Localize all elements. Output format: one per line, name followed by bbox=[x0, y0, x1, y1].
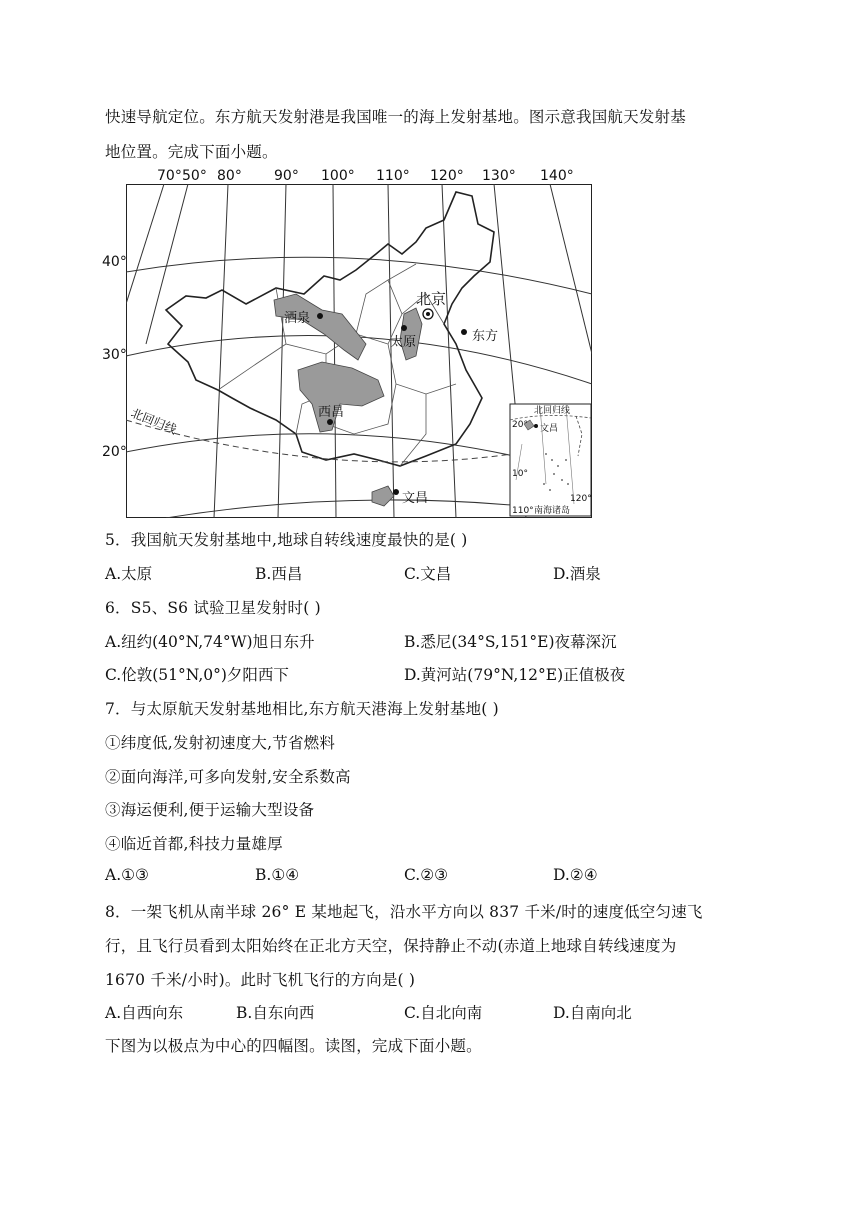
china-launch-sites-map bbox=[126, 184, 592, 518]
q5-option-c[interactable]: C.文昌 bbox=[404, 565, 452, 583]
lon-label-120: 120° bbox=[430, 168, 464, 184]
q6-option-a[interactable]: A.纽约(40°N,74°W)旭日东升 bbox=[105, 633, 315, 651]
lat-label-20: 20° bbox=[102, 444, 127, 460]
q7-option-c[interactable]: C.②③ bbox=[404, 866, 449, 884]
lon-label-100: 100° bbox=[321, 168, 355, 184]
q5-option-d[interactable]: D.酒泉 bbox=[553, 565, 601, 583]
lon-label-140: 140° bbox=[540, 168, 574, 184]
q8-option-b[interactable]: B.自东向西 bbox=[236, 1004, 315, 1022]
beijing-label: 北京 bbox=[416, 290, 447, 308]
lat-label-30: 30° bbox=[102, 347, 127, 363]
intro-line-2: 地位置。完成下面小题。 bbox=[105, 143, 278, 161]
inset-caption: 南海诸岛 bbox=[534, 506, 571, 516]
inset-lat10-label: 10° bbox=[512, 469, 528, 479]
q8-option-c[interactable]: C.自北向南 bbox=[404, 1004, 483, 1022]
q6-option-d[interactable]: D.黄河站(79°N,12°E)正值极夜 bbox=[404, 666, 626, 684]
q8-option-d[interactable]: D.自南向北 bbox=[553, 1004, 632, 1022]
q7-statement-4: ④临近首都,科技力量雄厚 bbox=[105, 835, 283, 853]
jiuquan-label: 酒泉 bbox=[284, 311, 311, 326]
question-8-stem-line-3: 1670 千米/小时)。此时飞机飞行的方向是( ) bbox=[105, 971, 416, 989]
wenchang-label: 文昌 bbox=[402, 491, 429, 506]
inset-wenchang-label: 文昌 bbox=[540, 424, 559, 434]
q8-option-a[interactable]: A.自西向东 bbox=[105, 1004, 184, 1022]
lat-label-40: 40° bbox=[102, 254, 127, 270]
q6-option-c[interactable]: C.伦敦(51°N,0°)夕阳西下 bbox=[105, 666, 289, 684]
lon-label-90: 90° bbox=[274, 168, 299, 184]
question-6-stem: 6．S5、S6 试验卫星发射时( ) bbox=[105, 599, 321, 617]
inset-lon110-label: 110° bbox=[512, 506, 534, 516]
question-5-stem: 5．我国航天发射基地中,地球自转线速度最快的是( ) bbox=[105, 531, 468, 549]
dongfang-label: 东方 bbox=[472, 329, 499, 344]
lon-label-110: 110° bbox=[376, 168, 410, 184]
lon-label-50: 50° bbox=[182, 168, 207, 184]
q7-statement-3: ③海运便利,便于运输大型设备 bbox=[105, 801, 315, 819]
q7-statement-1: ①纬度低,发射初速度大,节省燃料 bbox=[105, 734, 336, 752]
q7-option-b[interactable]: B.①④ bbox=[255, 866, 300, 884]
q6-option-b[interactable]: B.悉尼(34°S,151°E)夜幕深沉 bbox=[404, 633, 617, 651]
tropic-label: 北回归线 bbox=[128, 405, 179, 437]
lon-label-80: 80° bbox=[217, 168, 242, 184]
south-china-sea-inset bbox=[510, 404, 592, 516]
q5-option-a[interactable]: A.太原 bbox=[105, 565, 153, 583]
inset-tropic-label: 北回归线 bbox=[534, 406, 571, 416]
question-7-stem: 7．与太原航天发射基地相比,东方航天港海上发射基地( ) bbox=[105, 700, 499, 718]
q7-statement-2: ②面向海洋,可多向发射,安全系数高 bbox=[105, 768, 351, 786]
outro-text: 下图为以极点为中心的四幅图。读图，完成下面小题。 bbox=[105, 1037, 482, 1055]
xichang-label: 西昌 bbox=[318, 405, 345, 420]
question-8-stem-line-2: 行，且飞行员看到太阳始终在正北方天空，保持静止不动(赤道上地球自转线速度为 bbox=[105, 937, 677, 955]
inset-lat20-label: 20° bbox=[512, 420, 528, 430]
q5-option-b[interactable]: B.西昌 bbox=[255, 565, 303, 583]
lon-label-130: 130° bbox=[482, 168, 516, 184]
question-8-stem-line-1: 8．一架飞机从南半球 26° E 某地起飞，沿水平方向以 837 千米/时的速度低空匀速飞 bbox=[105, 903, 703, 921]
lon-label-70: 70° bbox=[157, 168, 182, 184]
inset-lon120-label: 120° bbox=[570, 494, 592, 504]
q7-option-d[interactable]: D.②④ bbox=[553, 866, 598, 884]
intro-line-1: 快速导航定位。东方航天发射港是我国唯一的海上发射基地。图示意我国航天发射基 bbox=[105, 108, 686, 126]
taiyuan-label: 太原 bbox=[390, 335, 417, 350]
q7-option-a[interactable]: A.①③ bbox=[105, 866, 149, 884]
